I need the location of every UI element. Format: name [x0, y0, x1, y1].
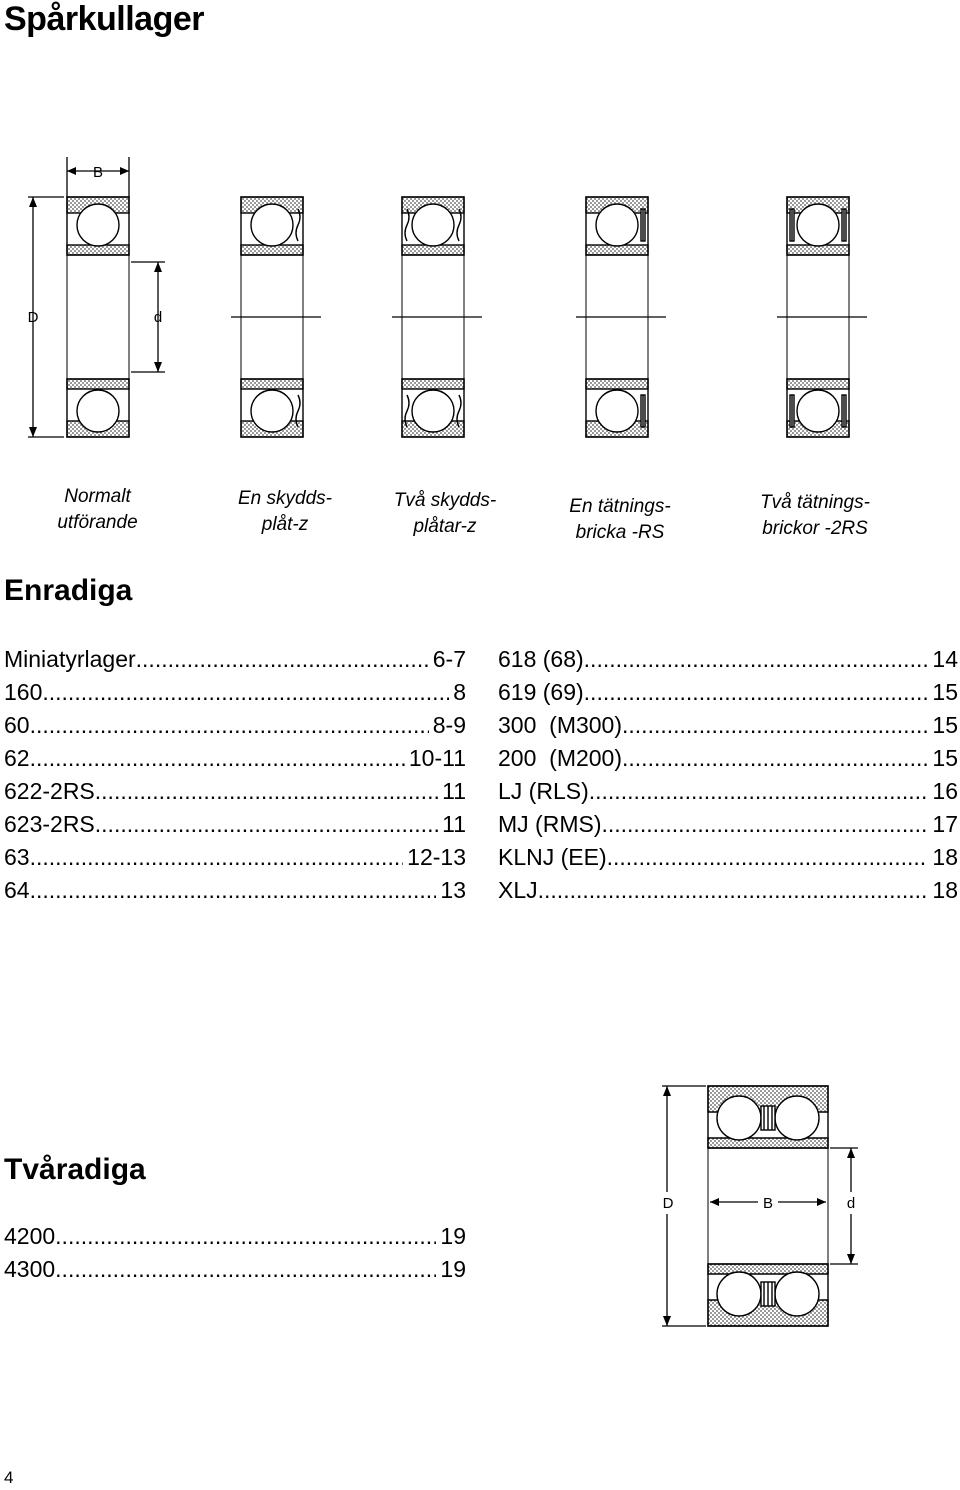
single-row-list-left	[4, 643, 466, 907]
item-page: 10-11	[408, 745, 466, 771]
item-name: 4200	[4, 1223, 56, 1249]
label-B: B	[92, 164, 104, 181]
item-name: XLJ	[498, 877, 538, 903]
item-page: 13	[440, 877, 466, 903]
list-item[interactable]	[4, 1253, 466, 1286]
section-title-double-row: Tvåradiga	[4, 1153, 146, 1186]
list-item[interactable]	[4, 742, 466, 775]
item-name: 64	[4, 877, 30, 903]
item-name: MJ (RMS)	[498, 811, 602, 837]
list-item[interactable]	[4, 808, 466, 841]
label-d-double: d	[846, 1195, 856, 1212]
item-page: 18	[932, 844, 958, 870]
item-page: 11	[442, 811, 466, 837]
list-item[interactable]	[4, 874, 466, 907]
single-row-list-right	[498, 643, 958, 907]
item-name: 618 (68)	[498, 646, 584, 672]
item-page: 11	[442, 778, 466, 804]
list-item[interactable]	[4, 643, 466, 676]
page-number: 4	[4, 1468, 14, 1487]
caption-one-shield: En skydds- plåt-z	[238, 488, 332, 535]
item-page: 18	[932, 877, 958, 903]
item-name: 623-2RS	[4, 811, 95, 837]
item-name: 300 (M300)	[498, 712, 623, 738]
section-title-single-row: Enradiga	[4, 574, 133, 607]
item-name: 622-2RS	[4, 778, 95, 804]
list-item[interactable]	[4, 709, 466, 742]
bearing-diagram	[231, 197, 321, 437]
page-title: Spårkullager	[4, 0, 204, 38]
item-page: 16	[932, 778, 958, 804]
item-name: 619 (69)	[498, 679, 584, 705]
label-B-double: B	[762, 1195, 774, 1212]
caption-one-seal: En tätnings- bricka -RS	[569, 496, 671, 543]
caption-two-seals: Två tätnings- brickor -2RS	[760, 492, 870, 539]
item-name: 60	[4, 712, 30, 738]
bearing-diagram	[576, 197, 666, 437]
list-item[interactable]	[498, 874, 958, 907]
item-name: KLNJ (EE)	[498, 844, 607, 870]
list-item[interactable]	[498, 742, 958, 775]
list-item[interactable]	[498, 676, 958, 709]
list-item[interactable]	[4, 775, 466, 808]
item-page: 8	[453, 679, 466, 705]
item-name: 63	[4, 844, 30, 870]
list-item[interactable]	[4, 676, 466, 709]
item-page: 17	[932, 811, 958, 837]
item-page: 6-7	[432, 646, 466, 672]
item-page: 19	[440, 1223, 466, 1249]
label-d: d	[153, 309, 163, 326]
list-item[interactable]	[4, 841, 466, 874]
item-page: 15	[932, 679, 958, 705]
item-page: 14	[932, 646, 958, 672]
item-page: 12-13	[407, 844, 466, 870]
item-name: 62	[4, 745, 30, 771]
double-row-bearing-diagram	[640, 1078, 880, 1334]
item-page: 15	[932, 745, 958, 771]
bearing-diagram	[392, 197, 482, 437]
item-page: 19	[440, 1256, 466, 1282]
list-item[interactable]	[498, 808, 958, 841]
caption-normal: Normalt utförande	[57, 486, 138, 533]
item-page: 8-9	[432, 712, 466, 738]
item-name: 4300	[4, 1256, 56, 1282]
list-item[interactable]	[498, 841, 958, 874]
list-item[interactable]	[498, 643, 958, 676]
item-name: Miniatyrlager	[4, 646, 136, 672]
item-name: 200 (M200)	[498, 745, 623, 771]
list-item[interactable]	[498, 709, 958, 742]
item-page: 15	[932, 712, 958, 738]
caption-two-shields: Två skydds- plåtar-z	[393, 490, 497, 537]
label-D-double: D	[662, 1195, 674, 1212]
item-name: LJ (RLS)	[498, 778, 589, 804]
single-row-bearing-diagrams	[0, 150, 960, 450]
label-D: D	[27, 309, 39, 326]
bearing-diagram	[67, 197, 129, 437]
double-row-list	[4, 1220, 466, 1286]
list-item[interactable]	[498, 775, 958, 808]
item-name: 160	[4, 679, 43, 705]
bearing-diagram	[777, 197, 867, 437]
list-item[interactable]	[4, 1220, 466, 1253]
